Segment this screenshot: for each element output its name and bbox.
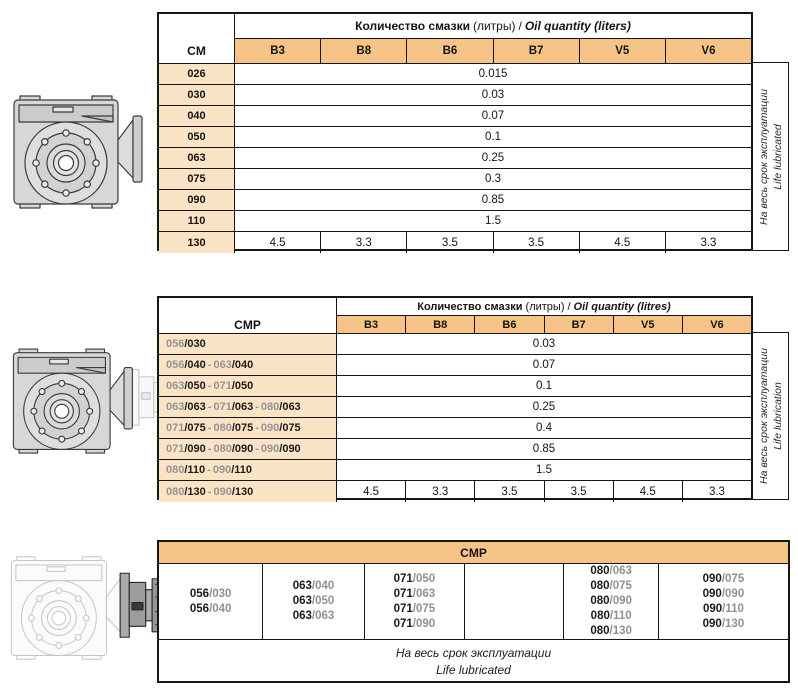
gearbox-code-suffix: /063: [231, 401, 254, 413]
cmp-code: [394, 587, 436, 602]
code-separator: -: [207, 380, 212, 392]
cmp-column-header-V5: V5: [614, 316, 683, 333]
oil-value-all-positions: 0.85: [532, 443, 556, 455]
cmp-size-label: [159, 439, 337, 459]
oil-value-all-positions: 0.25: [481, 152, 505, 164]
cmp-table-title-row: [159, 298, 751, 316]
cm-side-note-ru: На весь срок эксплуатации: [757, 88, 770, 225]
cmp-row: [159, 460, 751, 481]
cmp-size-label: [159, 460, 337, 480]
gearbox-code-prefix: 080: [590, 625, 610, 637]
cmp-row: [159, 397, 751, 418]
gearbox-code-suffix: /130: [231, 485, 254, 498]
cm-worm-gearbox-front-view-drawing: [6, 84, 148, 220]
cm-row: [159, 64, 751, 85]
cmp-code: [703, 587, 745, 602]
cm-size-label: 110: [159, 211, 235, 231]
title-ru: Количество смазки: [355, 19, 470, 33]
cm-table-title-row: [159, 14, 751, 39]
code-separator: -: [207, 464, 211, 476]
cmp-size-label: [159, 355, 337, 375]
cmp-row: [159, 481, 751, 502]
code-separator: -: [255, 401, 259, 413]
oil-value-all-positions: 0.1: [536, 380, 552, 392]
gearbox-code-prefix: 056: [189, 602, 210, 615]
gearbox-code-suffix: /110: [609, 610, 632, 622]
cm-row: [159, 127, 751, 148]
gearbox-code-suffix: /090: [721, 587, 745, 600]
cmp-code: [394, 602, 436, 617]
cmp-input-module-highlighted-drawing: [4, 544, 164, 672]
gearbox-code-suffix: /063: [184, 401, 206, 413]
cmp-code: [190, 587, 232, 602]
cmp-module-figure: [4, 544, 164, 677]
cmp-code: [703, 602, 744, 617]
cm-column-header-V6: V6: [666, 39, 751, 63]
gearbox-code-prefix: 071: [393, 602, 413, 615]
oil-value: 4.5: [337, 481, 406, 502]
cmp-column-header-B7: B7: [545, 316, 614, 333]
gearbox-code-prefix: 080: [166, 464, 185, 476]
gearbox-code-prefix: 056: [166, 359, 185, 371]
gearbox-code-prefix: 080: [166, 485, 185, 498]
oil-value: 4.5: [235, 232, 321, 253]
title-en: Oil quantity (litres): [573, 300, 671, 313]
gearbox-code-prefix: 063: [292, 595, 312, 607]
gearbox-code-suffix: /050: [231, 380, 254, 392]
cmp-code: [703, 617, 745, 632]
cm-size-label: 075: [159, 169, 235, 189]
gearbox-code-prefix: 090: [702, 572, 722, 585]
gearbox-code-suffix: /090: [184, 443, 206, 455]
gearbox-code-prefix: 080: [590, 610, 610, 622]
gearbox-code-suffix: /130: [184, 485, 206, 498]
oil-value: 3.3: [700, 236, 717, 249]
gearbox-code-suffix: /075: [231, 422, 254, 434]
oil-value-all-positions: 1.5: [536, 464, 552, 476]
gearbox-code-suffix: /050: [412, 572, 436, 585]
cmp-size-label: [159, 334, 337, 354]
cmp-side-note-ru: На весь срок эксплуатации: [757, 348, 770, 484]
cmp-oil-table: [157, 296, 753, 500]
gearbox-code-prefix: 063: [213, 359, 232, 371]
cmp-code-group: [365, 564, 465, 639]
gearbox-code-suffix: /063: [412, 587, 436, 600]
cm-row: [159, 169, 751, 190]
gearbox-code-prefix: 063: [292, 580, 312, 592]
cm-size-label: 130: [159, 232, 235, 253]
cmp-combinations-table: [157, 540, 790, 683]
gearbox-code-prefix: 090: [213, 485, 232, 498]
gearbox-code-prefix: 063: [292, 610, 312, 622]
gearbox-code-prefix: 080: [213, 422, 232, 434]
footer-en: Life lubricated: [436, 662, 511, 677]
cmp-code-group: [159, 564, 263, 639]
gearbox-code-prefix: 090: [260, 443, 280, 455]
cmp-code: [293, 579, 335, 594]
cmp-column-header-V6: V6: [683, 316, 751, 333]
cm-corner-upper: [159, 14, 235, 39]
gearbox-code-prefix: 090: [702, 602, 723, 615]
title-paren: (литры): [472, 19, 516, 33]
gearbox-code-suffix: /075: [279, 422, 301, 434]
gearbox-code-suffix: /075: [609, 580, 632, 592]
cm-row: [159, 106, 751, 127]
oil-value-all-positions: 0.4: [536, 422, 552, 434]
code-separator: -: [207, 485, 212, 498]
gearbox-code-prefix: 071: [166, 422, 185, 434]
gearbox-code-suffix: /050: [184, 380, 206, 392]
gearbox-code-suffix: /075: [184, 422, 206, 434]
gearbox-code-prefix: 056: [189, 587, 210, 600]
cmp-code-group: [263, 564, 364, 639]
cmp-size-label: [159, 397, 337, 417]
cm-side-note: [752, 62, 789, 251]
gearbox-code-prefix: 080: [590, 595, 610, 607]
cm-column-header-B7: B7: [494, 39, 580, 63]
cm-size-label: 050: [159, 127, 235, 147]
cm-size-label: 090: [159, 190, 235, 210]
cmp-list-header: CMP: [159, 542, 788, 564]
cmp-table-header-row: [159, 316, 751, 334]
gearbox-code-prefix: 080: [213, 443, 232, 455]
code-separator: -: [255, 443, 259, 455]
oil-value: 3.3: [321, 232, 407, 253]
cmp-code: [591, 609, 632, 624]
cmp-list-body: [159, 564, 788, 640]
gearbox-code-prefix: 080: [590, 565, 610, 577]
code-separator: -: [207, 359, 212, 371]
cm-row: [159, 85, 751, 106]
cm-corner-label: CM: [159, 39, 235, 63]
gearbox-code-prefix: 056: [166, 338, 185, 350]
cmp-column-header-B8: B8: [406, 316, 475, 333]
gearbox-code-suffix: /050: [311, 595, 335, 607]
cmp-row: [159, 439, 751, 460]
oil-value: 3.5: [475, 481, 544, 502]
oil-value-all-positions: 0.015: [478, 68, 508, 80]
cm-table-title: [235, 14, 751, 39]
gearbox-code-suffix: /063: [609, 565, 632, 577]
oil-value: 3.5: [407, 232, 493, 253]
cm-row: [159, 232, 751, 253]
cm-column-header-B6: B6: [407, 39, 493, 63]
cmp-corner-upper: [159, 298, 337, 316]
cm-side-note-en: Life lubricated: [771, 123, 784, 190]
cmp-list-footer: [159, 640, 788, 683]
cmp-code: [590, 594, 632, 609]
gearbox-code-suffix: /090: [279, 443, 301, 455]
cmp-code-group: [564, 564, 658, 639]
code-separator: -: [207, 422, 212, 434]
cm-oil-table: [157, 12, 753, 251]
cm-column-header-V5: V5: [580, 39, 666, 63]
gearbox-code-suffix: /110: [184, 464, 206, 476]
title-ru: Количество смазки: [417, 300, 523, 313]
gearbox-code-prefix: 063: [166, 380, 185, 392]
title-en: Oil quantity (liters): [524, 19, 631, 33]
cm-row: [159, 148, 751, 169]
oil-value: 4.5: [580, 232, 666, 253]
gearbox-code-prefix: 071: [393, 587, 413, 600]
gearbox-code-prefix: 090: [260, 422, 280, 434]
gearbox-code-suffix: /090: [412, 617, 436, 630]
cm-column-header-B3: B3: [235, 39, 321, 63]
footer-ru: На весь срок эксплуатации: [395, 645, 552, 660]
cm-gearbox-figure: [6, 84, 148, 225]
cmp-side-note: [752, 332, 789, 500]
gearbox-code-suffix: /030: [209, 587, 232, 600]
oil-value-all-positions: 0.07: [532, 359, 556, 371]
cmp-row: [159, 376, 751, 397]
gearbox-code-prefix: 090: [702, 617, 722, 630]
oil-value: 3.5: [494, 232, 580, 253]
cm-size-label: 063: [159, 148, 235, 168]
gearbox-code-suffix: /040: [184, 359, 206, 371]
gearbox-code-suffix: /090: [231, 443, 254, 455]
gearbox-code-prefix: 071: [213, 380, 232, 392]
gearbox-code-suffix: /075: [412, 602, 436, 615]
gearbox-code-prefix: 080: [260, 401, 280, 413]
oil-value-all-positions: 1.5: [485, 215, 501, 227]
cmp-side-note-en: Life lubrication: [771, 382, 784, 450]
oil-value: 3.5: [545, 481, 614, 502]
cmp-code: [190, 602, 232, 617]
oil-value: 4.5: [614, 481, 683, 502]
cmp-size-label: [159, 376, 337, 396]
cmp-code: [394, 572, 436, 587]
cm-table-body: [159, 64, 751, 253]
gearbox-code-suffix: /040: [209, 602, 232, 615]
cmp-code: [590, 579, 632, 594]
gearbox-code-suffix: /110: [722, 602, 744, 615]
gearbox-code-prefix: 071: [213, 401, 232, 413]
cm-column-header-B8: B8: [321, 39, 407, 63]
cmp-size-label: [159, 481, 337, 502]
gearbox-code-prefix: 090: [702, 587, 722, 600]
gearbox-code-prefix: 063: [166, 401, 185, 413]
cm-size-label: 030: [159, 85, 235, 105]
gearbox-code-suffix: /040: [231, 359, 254, 371]
code-separator: -: [255, 422, 259, 434]
cm-size-label: 040: [159, 106, 235, 126]
oil-value-all-positions: 0.3: [485, 173, 501, 185]
cmp-code: [293, 609, 335, 624]
cmp-corner-label: CMP: [159, 316, 337, 333]
cmp-size-label: [159, 418, 337, 438]
title-separator: /: [567, 300, 571, 313]
gearbox-code-prefix: 071: [393, 617, 413, 630]
code-separator: -: [207, 401, 212, 413]
oil-value-all-positions: 0.85: [481, 194, 505, 206]
oil-value-all-positions: 0.1: [485, 131, 501, 143]
cm-table-header-row: [159, 39, 751, 64]
gearbox-code-suffix: /040: [311, 580, 335, 592]
cm-table-position-header-row: [235, 39, 751, 63]
cmp-code-group: [465, 564, 564, 639]
gearbox-code-prefix: 080: [590, 580, 610, 592]
cmp-table-body: [159, 334, 751, 502]
oil-value: 3.3: [406, 481, 475, 502]
title-paren: (литры): [525, 300, 565, 313]
oil-value: 3.3: [708, 485, 725, 498]
gearbox-code-suffix: /090: [609, 595, 632, 607]
gearbox-code-suffix: /110: [231, 464, 253, 476]
cm-row: [159, 211, 751, 232]
gearbox-code-suffix: /075: [721, 572, 745, 585]
oil-value-all-positions: 0.07: [481, 110, 505, 122]
cmp-row: [159, 355, 751, 376]
oil-value-all-positions: 0.03: [532, 338, 556, 350]
cmp-table-title: [337, 298, 751, 316]
cmp-code: [590, 624, 632, 639]
cmp-row: [159, 418, 751, 439]
cmp-code-group: [659, 564, 788, 639]
oil-value-all-positions: 0.25: [532, 401, 556, 413]
cmp-table-position-header-row: [337, 316, 751, 333]
gearbox-code-prefix: 090: [212, 464, 232, 476]
title-separator: /: [518, 19, 522, 33]
gearbox-code-prefix: 071: [166, 443, 185, 455]
gearbox-code-suffix: /063: [279, 401, 301, 413]
cmp-code: [394, 617, 436, 632]
gearbox-code-suffix: /030: [184, 338, 206, 350]
gearbox-code-prefix: 071: [393, 572, 413, 585]
cmp-code: [293, 594, 335, 609]
cmp-code: [703, 572, 745, 587]
code-separator: -: [207, 443, 212, 455]
cm-row: [159, 190, 751, 211]
cmp-row: [159, 334, 751, 355]
oil-value-all-positions: 0.03: [481, 89, 505, 101]
cmp-worm-gearbox-with-ghost-input-module-drawing: [6, 336, 164, 466]
gearbox-code-suffix: /063: [311, 610, 335, 622]
cmp-code: [590, 564, 632, 579]
cmp-column-header-B6: B6: [475, 316, 544, 333]
cmp-gearbox-figure: [6, 336, 164, 471]
cmp-column-header-B3: B3: [337, 316, 406, 333]
gearbox-code-suffix: /130: [609, 625, 632, 637]
gearbox-code-suffix: /130: [721, 617, 745, 630]
cm-size-label: 026: [159, 64, 235, 84]
